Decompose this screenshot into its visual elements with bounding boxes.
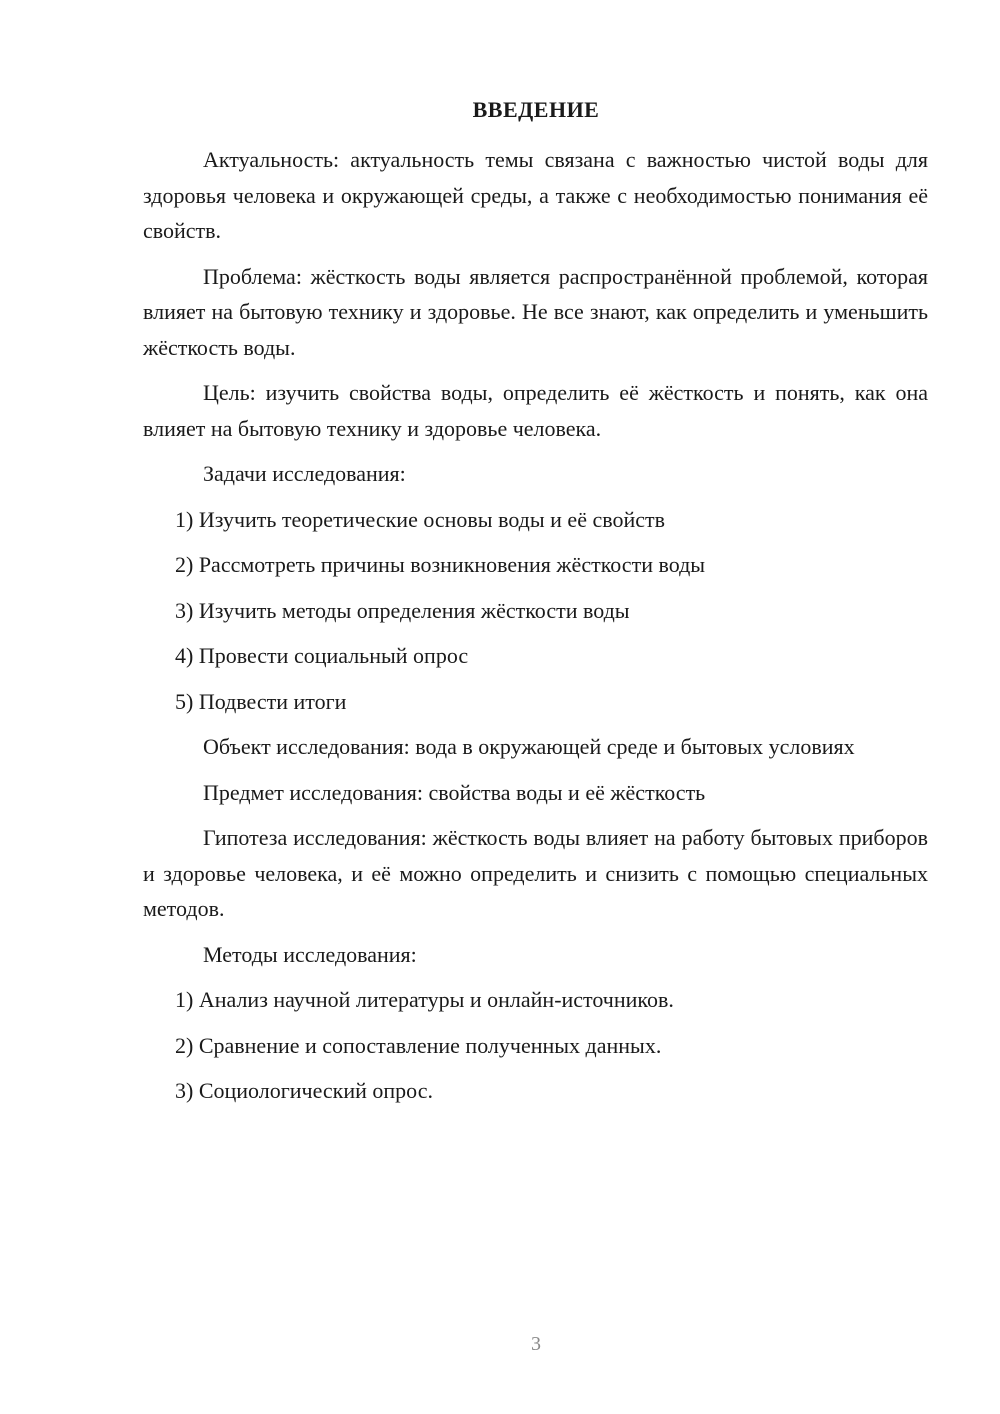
- document-body: [143, 142, 928, 1119]
- task-item: 5) Подвести итоги: [175, 688, 347, 714]
- tasks-heading: Задачи исследования:: [203, 461, 406, 486]
- methods-list: [143, 982, 928, 1109]
- page-number: 3: [531, 1333, 541, 1355]
- method-item: 2) Сравнение и сопоставление полученных данных.: [175, 1032, 662, 1058]
- task-item: 3) Изучить методы определения жёсткости воды: [175, 597, 630, 623]
- relevance-paragraph: Актуальность: актуальность темы связана с важностью чистой воды для здоровья человека и окружающей среды, а также с необходимостью понимания её свойств.: [143, 147, 928, 243]
- section-title: ВВЕДЕНИЕ: [472, 97, 600, 122]
- method-item: 1) Анализ научной литературы и онлайн-источников.: [175, 987, 674, 1012]
- goal-paragraph: Цель: изучить свойства воды, определить её жёсткость и понять, как она влияет на бытовую технику и здоровье человека.: [143, 380, 928, 441]
- methods-heading: Методы исследования:: [203, 941, 417, 967]
- problem-paragraph: Проблема: жёсткость воды является распространённой проблемой, которая влияет на бытовую технику и здоровье. Не все знают, как определить и уменьшить жёсткость воды.: [143, 263, 928, 360]
- subject-paragraph: Предмет исследования: свойства воды и её жёсткость: [203, 779, 706, 805]
- hypothesis-paragraph: Гипотеза исследования: жёсткость воды влияет на работу бытовых приборов и здоровье человека, и её можно определить и снизить с помощью специальных методов.: [143, 825, 928, 921]
- task-item: 2) Рассмотреть причины возникновения жёсткости воды: [175, 552, 706, 577]
- task-item: 1) Изучить теоретические основы воды и её свойств: [175, 506, 666, 532]
- object-paragraph: Объект исследования: вода в окружающей среде и бытовых условиях: [203, 734, 855, 759]
- method-item: 3) Социологический опрос.: [175, 1078, 433, 1103]
- task-item: 4) Провести социальный опрос: [175, 643, 469, 668]
- tasks-list: [143, 502, 928, 720]
